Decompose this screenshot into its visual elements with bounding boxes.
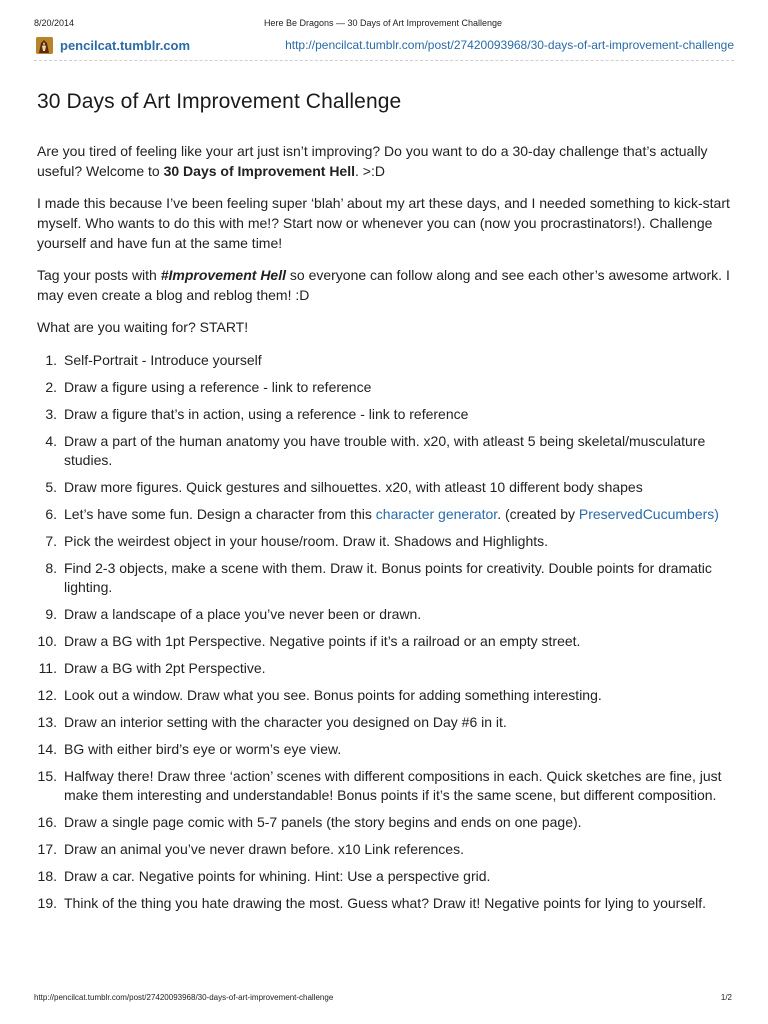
intro-paragraph: Are you tired of feeling like your art just isn’t improving? Do you want to do a 30-day challenge that’s actually useful? Welcome to 30 Days of Improvement Hell. >:D <box>37 143 708 179</box>
list-item: 10. Draw a BG with 1pt Perspective. Negative points if it’s a railroad or an empty street. <box>37 633 581 649</box>
print-header <box>34 18 732 32</box>
list-item: 14. BG with either bird’s eye or worm’s eye view. <box>37 741 342 757</box>
list-item: 1. Self-Portrait - Introduce yourself <box>45 352 262 368</box>
list-item: 11. Draw a BG with 2pt Perspective. <box>38 660 266 676</box>
preservedcucumbers-link[interactable]: PreservedCucumbers) <box>578 506 719 522</box>
list-item: 8. Find 2-3 objects, make a scene with them. Draw it. Bonus points for creativity. Double points for dramatic lighting. <box>45 560 712 595</box>
blog-avatar[interactable] <box>36 37 53 54</box>
list-item: 12. Look out a window. Draw what you see. Bonus points for adding something interesting. <box>37 687 602 703</box>
footer-url: http://pencilcat.tumblr.com/post/27420093968/30-days-of-art-improvement-challenge <box>34 993 334 1002</box>
list-item: 17. Draw an animal you’ve never drawn before. x10 Link references. <box>37 841 464 857</box>
list-item: 19. Think of the thing you hate drawing the most. Guess what? Draw it! Negative points for lying to yourself. <box>37 895 706 911</box>
list-item: 3. Draw a figure that’s in action, using a reference - link to reference <box>45 406 469 422</box>
page-number: 1/2 <box>720 993 732 1002</box>
blog-header-bar <box>34 36 734 61</box>
list-item: 13. Draw an interior setting with the character you designed on Day #6 in it. <box>37 714 507 730</box>
start-paragraph: What are you waiting for? START! <box>37 319 249 335</box>
challenge-name: 30 Days of Improvement Hell <box>163 163 355 179</box>
post-title: 30 Days of Art Improvement Challenge <box>37 90 402 113</box>
print-footer <box>34 993 732 1007</box>
blog-name-link[interactable]: pencilcat.tumblr.com <box>60 38 191 53</box>
list-item: 16. Draw a single page comic with 5-7 panels (the story begins and ends on one page). <box>37 814 582 830</box>
list-item: 6. Let’s have some fun. Design a character from this character generator. (created by PreservedCucumbers) <box>45 506 719 522</box>
motivation-paragraph: I made this because I’ve been feeling super ‘blah’ about my art these days, and I needed something to kick-start myself. Who wants to do this with me!? Start now or whenever you can (now you procrastinators!). Challenge yourself and have fun at the same time! <box>37 195 730 251</box>
list-item: 15. Halfway there! Draw three ‘action’ scenes with different compositions in each. Quick sketches are fine, just make them interesting and understandable! Bonus points if it’s the same scene, but different composition. <box>37 768 722 803</box>
character-generator-link[interactable]: character generator <box>375 506 498 522</box>
tag-name: #Improvement Hell <box>160 267 286 283</box>
list-item: 18. Draw a car. Negative points for whining. Hint: Use a perspective grid. <box>37 868 491 884</box>
print-date: 8/20/2014 <box>34 18 75 28</box>
list-item: 7. Pick the weirdest object in your house/room. Draw it. Shadows and Highlights. <box>45 533 549 549</box>
print-doc-title: Here Be Dragons — 30 Days of Art Improvement Challenge <box>263 18 503 28</box>
list-item: 9. Draw a landscape of a place you’ve never been or drawn. <box>45 606 422 622</box>
post-url-link[interactable]: http://pencilcat.tumblr.com/post/27420093968/30-days-of-art-improvement-challenge <box>285 38 734 52</box>
list-item: 4. Draw a part of the human anatomy you have trouble with. x20, with atleast 5 being skeletal/musculature studies. <box>45 433 706 468</box>
tag-paragraph: Tag your posts with #Improvement Hell so everyone can follow along and see each other’s awesome artwork. I may even create a blog and reblog them! :D <box>37 267 730 303</box>
list-item: 2. Draw a figure using a reference - link to reference <box>45 379 372 395</box>
post-content <box>37 90 737 921</box>
challenge-list <box>37 351 737 913</box>
list-item: 5. Draw more figures. Quick gestures and silhouettes. x20, with atleast 10 different body shapes <box>45 479 643 495</box>
